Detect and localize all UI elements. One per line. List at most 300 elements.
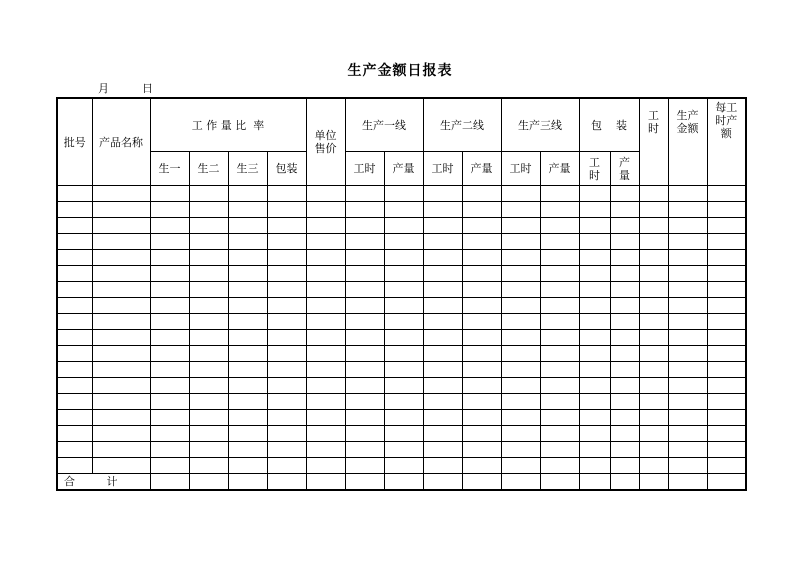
table-cell[interactable] — [610, 346, 639, 362]
table-cell[interactable] — [423, 394, 462, 410]
table-cell[interactable] — [639, 314, 668, 330]
table-cell[interactable] — [462, 218, 501, 234]
table-cell[interactable] — [639, 282, 668, 298]
table-cell[interactable] — [306, 362, 345, 378]
table-cell[interactable] — [345, 282, 384, 298]
table-cell[interactable] — [639, 218, 668, 234]
table-cell[interactable] — [462, 362, 501, 378]
table-cell[interactable] — [579, 282, 610, 298]
table-cell[interactable] — [189, 266, 228, 282]
table-cell[interactable] — [579, 394, 610, 410]
table-cell[interactable] — [423, 330, 462, 346]
table-cell[interactable] — [384, 458, 423, 474]
table-cell[interactable] — [540, 346, 579, 362]
table-cell[interactable] — [189, 426, 228, 442]
table-cell[interactable] — [267, 218, 306, 234]
table-cell[interactable] — [668, 378, 707, 394]
table-cell[interactable] — [57, 250, 92, 266]
table-cell[interactable] — [92, 250, 150, 266]
table-cell[interactable] — [462, 410, 501, 426]
table-cell[interactable] — [267, 186, 306, 202]
table-cell[interactable] — [501, 362, 540, 378]
table-cell[interactable] — [639, 362, 668, 378]
table-cell[interactable] — [306, 330, 345, 346]
table-cell[interactable] — [150, 298, 189, 314]
table-cell[interactable] — [501, 282, 540, 298]
table-cell[interactable] — [579, 202, 610, 218]
table-cell[interactable] — [267, 234, 306, 250]
table-cell[interactable] — [306, 186, 345, 202]
table-cell[interactable] — [189, 218, 228, 234]
table-cell[interactable] — [540, 266, 579, 282]
table-cell[interactable] — [92, 218, 150, 234]
total-cell[interactable] — [639, 474, 668, 491]
table-cell[interactable] — [707, 410, 746, 426]
table-cell[interactable] — [639, 458, 668, 474]
table-cell[interactable] — [462, 378, 501, 394]
table-cell[interactable] — [189, 298, 228, 314]
table-cell[interactable] — [423, 346, 462, 362]
table-cell[interactable] — [228, 442, 267, 458]
table-cell[interactable] — [707, 282, 746, 298]
table-cell[interactable] — [610, 282, 639, 298]
table-cell[interactable] — [189, 346, 228, 362]
table-cell[interactable] — [306, 202, 345, 218]
table-cell[interactable] — [462, 394, 501, 410]
table-cell[interactable] — [462, 202, 501, 218]
table-cell[interactable] — [384, 250, 423, 266]
table-cell[interactable] — [610, 266, 639, 282]
table-cell[interactable] — [267, 458, 306, 474]
table-cell[interactable] — [384, 266, 423, 282]
table-cell[interactable] — [92, 186, 150, 202]
table-cell[interactable] — [92, 330, 150, 346]
table-cell[interactable] — [228, 298, 267, 314]
table-cell[interactable] — [189, 314, 228, 330]
table-cell[interactable] — [345, 186, 384, 202]
table-cell[interactable] — [189, 410, 228, 426]
table-cell[interactable] — [228, 426, 267, 442]
table-cell[interactable] — [501, 314, 540, 330]
table-cell[interactable] — [501, 250, 540, 266]
table-cell[interactable] — [610, 458, 639, 474]
table-cell[interactable] — [462, 426, 501, 442]
table-cell[interactable] — [150, 314, 189, 330]
table-cell[interactable] — [579, 314, 610, 330]
table-cell[interactable] — [639, 186, 668, 202]
table-cell[interactable] — [92, 282, 150, 298]
table-cell[interactable] — [345, 442, 384, 458]
table-cell[interactable] — [540, 426, 579, 442]
table-cell[interactable] — [668, 346, 707, 362]
table-cell[interactable] — [150, 250, 189, 266]
table-cell[interactable] — [579, 346, 610, 362]
table-cell[interactable] — [639, 394, 668, 410]
table-cell[interactable] — [57, 298, 92, 314]
table-cell[interactable] — [462, 314, 501, 330]
table-cell[interactable] — [267, 346, 306, 362]
total-cell[interactable] — [150, 474, 189, 491]
table-cell[interactable] — [384, 186, 423, 202]
table-cell[interactable] — [384, 346, 423, 362]
table-cell[interactable] — [92, 346, 150, 362]
table-cell[interactable] — [501, 202, 540, 218]
table-cell[interactable] — [189, 442, 228, 458]
table-cell[interactable] — [384, 378, 423, 394]
table-cell[interactable] — [423, 234, 462, 250]
table-cell[interactable] — [579, 234, 610, 250]
table-cell[interactable] — [189, 250, 228, 266]
table-cell[interactable] — [707, 442, 746, 458]
table-cell[interactable] — [267, 250, 306, 266]
table-cell[interactable] — [540, 314, 579, 330]
table-cell[interactable] — [540, 458, 579, 474]
table-cell[interactable] — [57, 442, 92, 458]
table-cell[interactable] — [668, 394, 707, 410]
total-cell[interactable] — [707, 474, 746, 491]
table-cell[interactable] — [668, 298, 707, 314]
total-cell[interactable] — [189, 474, 228, 491]
table-cell[interactable] — [228, 378, 267, 394]
table-cell[interactable] — [462, 250, 501, 266]
table-cell[interactable] — [423, 410, 462, 426]
table-cell[interactable] — [579, 410, 610, 426]
table-cell[interactable] — [579, 250, 610, 266]
table-cell[interactable] — [668, 458, 707, 474]
table-cell[interactable] — [345, 266, 384, 282]
total-cell[interactable] — [423, 474, 462, 491]
table-cell[interactable] — [707, 202, 746, 218]
table-cell[interactable] — [540, 250, 579, 266]
table-cell[interactable] — [306, 378, 345, 394]
table-cell[interactable] — [267, 266, 306, 282]
table-cell[interactable] — [639, 330, 668, 346]
table-cell[interactable] — [579, 362, 610, 378]
table-cell[interactable] — [267, 202, 306, 218]
table-cell[interactable] — [267, 426, 306, 442]
table-cell[interactable] — [501, 346, 540, 362]
table-cell[interactable] — [228, 202, 267, 218]
table-cell[interactable] — [384, 410, 423, 426]
total-cell[interactable] — [228, 474, 267, 491]
table-cell[interactable] — [579, 330, 610, 346]
table-cell[interactable] — [384, 202, 423, 218]
table-cell[interactable] — [707, 378, 746, 394]
table-cell[interactable] — [57, 426, 92, 442]
table-cell[interactable] — [384, 218, 423, 234]
table-cell[interactable] — [462, 266, 501, 282]
table-cell[interactable] — [707, 266, 746, 282]
table-cell[interactable] — [267, 314, 306, 330]
table-cell[interactable] — [306, 234, 345, 250]
total-cell[interactable] — [579, 474, 610, 491]
table-cell[interactable] — [150, 346, 189, 362]
table-cell[interactable] — [92, 378, 150, 394]
table-cell[interactable] — [228, 234, 267, 250]
table-cell[interactable] — [540, 282, 579, 298]
table-cell[interactable] — [540, 394, 579, 410]
table-cell[interactable] — [610, 410, 639, 426]
table-cell[interactable] — [57, 330, 92, 346]
total-cell[interactable] — [501, 474, 540, 491]
table-cell[interactable] — [345, 458, 384, 474]
total-cell[interactable] — [462, 474, 501, 491]
table-cell[interactable] — [501, 298, 540, 314]
table-cell[interactable] — [57, 458, 92, 474]
table-cell[interactable] — [462, 442, 501, 458]
total-cell[interactable] — [610, 474, 639, 491]
table-cell[interactable] — [540, 298, 579, 314]
table-cell[interactable] — [501, 426, 540, 442]
table-cell[interactable] — [57, 314, 92, 330]
table-cell[interactable] — [92, 426, 150, 442]
table-cell[interactable] — [501, 330, 540, 346]
table-cell[interactable] — [228, 314, 267, 330]
table-cell[interactable] — [423, 282, 462, 298]
table-cell[interactable] — [150, 218, 189, 234]
table-cell[interactable] — [610, 442, 639, 458]
table-cell[interactable] — [501, 218, 540, 234]
table-cell[interactable] — [306, 298, 345, 314]
table-cell[interactable] — [228, 218, 267, 234]
table-cell[interactable] — [668, 362, 707, 378]
table-cell[interactable] — [501, 442, 540, 458]
total-cell[interactable] — [540, 474, 579, 491]
table-cell[interactable] — [189, 186, 228, 202]
table-cell[interactable] — [228, 330, 267, 346]
table-cell[interactable] — [57, 218, 92, 234]
table-cell[interactable] — [707, 234, 746, 250]
table-cell[interactable] — [150, 442, 189, 458]
table-cell[interactable] — [345, 410, 384, 426]
table-cell[interactable] — [610, 330, 639, 346]
table-cell[interactable] — [610, 378, 639, 394]
table-cell[interactable] — [423, 362, 462, 378]
table-cell[interactable] — [384, 282, 423, 298]
table-cell[interactable] — [668, 186, 707, 202]
table-cell[interactable] — [423, 426, 462, 442]
table-cell[interactable] — [228, 186, 267, 202]
table-cell[interactable] — [92, 314, 150, 330]
table-cell[interactable] — [501, 186, 540, 202]
table-cell[interactable] — [189, 458, 228, 474]
table-cell[interactable] — [579, 186, 610, 202]
table-cell[interactable] — [306, 426, 345, 442]
table-cell[interactable] — [639, 298, 668, 314]
table-cell[interactable] — [92, 442, 150, 458]
table-cell[interactable] — [707, 362, 746, 378]
table-cell[interactable] — [423, 458, 462, 474]
table-cell[interactable] — [345, 378, 384, 394]
table-cell[interactable] — [57, 394, 92, 410]
table-cell[interactable] — [150, 362, 189, 378]
table-cell[interactable] — [57, 346, 92, 362]
table-cell[interactable] — [150, 186, 189, 202]
table-cell[interactable] — [610, 186, 639, 202]
table-cell[interactable] — [501, 394, 540, 410]
table-cell[interactable] — [345, 234, 384, 250]
table-cell[interactable] — [540, 218, 579, 234]
table-cell[interactable] — [150, 426, 189, 442]
table-cell[interactable] — [610, 202, 639, 218]
table-cell[interactable] — [345, 202, 384, 218]
table-cell[interactable] — [540, 362, 579, 378]
table-cell[interactable] — [189, 378, 228, 394]
table-cell[interactable] — [579, 442, 610, 458]
table-cell[interactable] — [462, 458, 501, 474]
table-cell[interactable] — [610, 234, 639, 250]
table-cell[interactable] — [462, 330, 501, 346]
table-cell[interactable] — [228, 250, 267, 266]
table-cell[interactable] — [540, 202, 579, 218]
table-cell[interactable] — [384, 234, 423, 250]
table-cell[interactable] — [189, 282, 228, 298]
table-cell[interactable] — [639, 266, 668, 282]
table-cell[interactable] — [668, 250, 707, 266]
table-cell[interactable] — [345, 218, 384, 234]
table-cell[interactable] — [384, 442, 423, 458]
table-cell[interactable] — [228, 266, 267, 282]
total-cell[interactable] — [267, 474, 306, 491]
table-cell[interactable] — [150, 330, 189, 346]
table-cell[interactable] — [150, 378, 189, 394]
table-cell[interactable] — [345, 330, 384, 346]
table-cell[interactable] — [423, 202, 462, 218]
table-cell[interactable] — [306, 314, 345, 330]
table-cell[interactable] — [267, 330, 306, 346]
table-cell[interactable] — [267, 394, 306, 410]
table-cell[interactable] — [501, 378, 540, 394]
table-cell[interactable] — [610, 362, 639, 378]
table-cell[interactable] — [92, 458, 150, 474]
table-cell[interactable] — [92, 410, 150, 426]
table-cell[interactable] — [150, 394, 189, 410]
table-cell[interactable] — [345, 426, 384, 442]
table-cell[interactable] — [639, 378, 668, 394]
table-cell[interactable] — [228, 362, 267, 378]
table-cell[interactable] — [423, 266, 462, 282]
table-cell[interactable] — [707, 218, 746, 234]
table-cell[interactable] — [384, 314, 423, 330]
table-cell[interactable] — [707, 314, 746, 330]
table-cell[interactable] — [267, 362, 306, 378]
table-cell[interactable] — [579, 266, 610, 282]
table-cell[interactable] — [189, 362, 228, 378]
table-cell[interactable] — [306, 282, 345, 298]
table-cell[interactable] — [267, 410, 306, 426]
table-cell[interactable] — [423, 186, 462, 202]
table-cell[interactable] — [462, 282, 501, 298]
table-cell[interactable] — [540, 330, 579, 346]
table-cell[interactable] — [384, 394, 423, 410]
table-cell[interactable] — [707, 186, 746, 202]
table-cell[interactable] — [707, 250, 746, 266]
table-cell[interactable] — [384, 330, 423, 346]
table-cell[interactable] — [423, 218, 462, 234]
table-cell[interactable] — [267, 378, 306, 394]
table-cell[interactable] — [345, 394, 384, 410]
table-cell[interactable] — [639, 442, 668, 458]
table-cell[interactable] — [150, 458, 189, 474]
table-cell[interactable] — [306, 250, 345, 266]
table-cell[interactable] — [423, 298, 462, 314]
table-cell[interactable] — [306, 218, 345, 234]
table-cell[interactable] — [610, 314, 639, 330]
table-cell[interactable] — [540, 186, 579, 202]
table-cell[interactable] — [423, 442, 462, 458]
table-cell[interactable] — [462, 234, 501, 250]
table-cell[interactable] — [306, 266, 345, 282]
table-cell[interactable] — [668, 282, 707, 298]
table-cell[interactable] — [228, 346, 267, 362]
table-cell[interactable] — [150, 282, 189, 298]
table-cell[interactable] — [423, 378, 462, 394]
table-cell[interactable] — [639, 202, 668, 218]
table-cell[interactable] — [189, 202, 228, 218]
table-cell[interactable] — [610, 250, 639, 266]
table-cell[interactable] — [384, 426, 423, 442]
table-cell[interactable] — [57, 202, 92, 218]
table-cell[interactable] — [668, 218, 707, 234]
table-cell[interactable] — [306, 442, 345, 458]
table-cell[interactable] — [579, 426, 610, 442]
table-cell[interactable] — [57, 410, 92, 426]
table-cell[interactable] — [540, 234, 579, 250]
table-cell[interactable] — [423, 250, 462, 266]
table-cell[interactable] — [92, 298, 150, 314]
table-cell[interactable] — [345, 346, 384, 362]
table-cell[interactable] — [384, 362, 423, 378]
table-cell[interactable] — [610, 218, 639, 234]
table-cell[interactable] — [228, 282, 267, 298]
table-cell[interactable] — [668, 202, 707, 218]
total-cell[interactable] — [306, 474, 345, 491]
table-cell[interactable] — [639, 234, 668, 250]
table-cell[interactable] — [306, 458, 345, 474]
table-cell[interactable] — [639, 250, 668, 266]
table-cell[interactable] — [345, 314, 384, 330]
table-cell[interactable] — [57, 282, 92, 298]
table-cell[interactable] — [707, 298, 746, 314]
table-cell[interactable] — [639, 426, 668, 442]
table-cell[interactable] — [668, 234, 707, 250]
table-cell[interactable] — [610, 298, 639, 314]
table-cell[interactable] — [579, 378, 610, 394]
table-cell[interactable] — [57, 186, 92, 202]
table-cell[interactable] — [228, 394, 267, 410]
table-cell[interactable] — [462, 186, 501, 202]
table-cell[interactable] — [579, 458, 610, 474]
table-cell[interactable] — [610, 394, 639, 410]
table-cell[interactable] — [540, 442, 579, 458]
table-cell[interactable] — [189, 234, 228, 250]
table-cell[interactable] — [150, 202, 189, 218]
table-cell[interactable] — [707, 426, 746, 442]
total-cell[interactable] — [384, 474, 423, 491]
table-cell[interactable] — [707, 330, 746, 346]
table-cell[interactable] — [92, 266, 150, 282]
table-cell[interactable] — [501, 266, 540, 282]
table-cell[interactable] — [540, 410, 579, 426]
table-cell[interactable] — [345, 362, 384, 378]
table-cell[interactable] — [540, 378, 579, 394]
table-cell[interactable] — [57, 266, 92, 282]
table-cell[interactable] — [501, 410, 540, 426]
table-cell[interactable] — [668, 410, 707, 426]
table-cell[interactable] — [189, 394, 228, 410]
table-cell[interactable] — [639, 410, 668, 426]
table-cell[interactable] — [57, 378, 92, 394]
